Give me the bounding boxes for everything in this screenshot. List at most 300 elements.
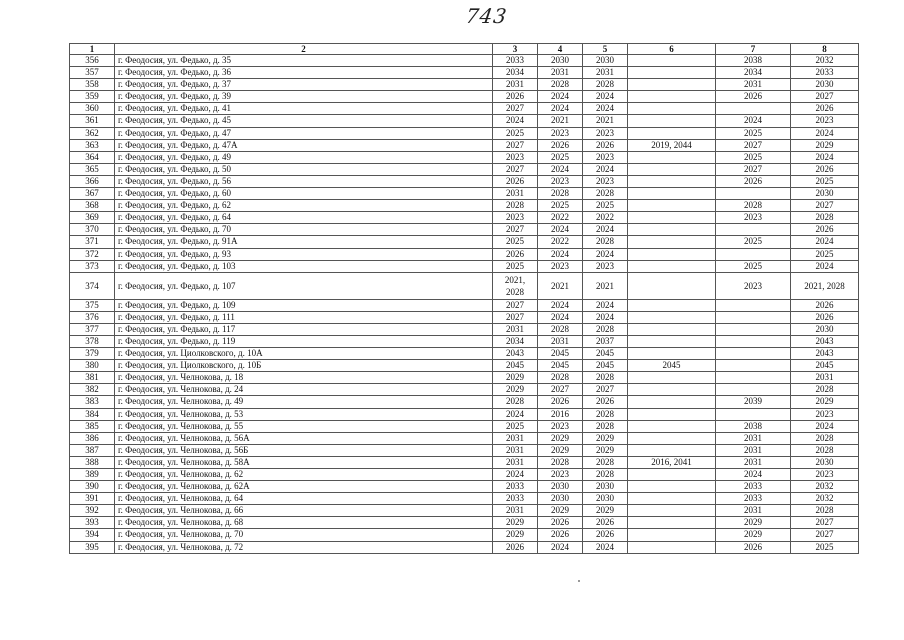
table-row [70, 493, 859, 505]
cell-col-7: 2039 [716, 396, 791, 408]
cell-col-8: 2027 [791, 91, 859, 103]
cell-col-3: 2025 [493, 260, 538, 272]
cell-col-7: 2031 [716, 444, 791, 456]
table-row [70, 505, 859, 517]
cell-col-6 [628, 272, 716, 299]
cell-col-5: 2029 [583, 505, 628, 517]
cell-col-8: 2024 [791, 127, 859, 139]
cell-col-5: 2023 [583, 260, 628, 272]
cell-col-8: 2028 [791, 384, 859, 396]
cell-col-5: 2028 [583, 188, 628, 200]
cell-col-4: 2024 [538, 299, 583, 311]
cell-col-7: 2023 [716, 272, 791, 299]
cell-address: г. Феодосия, ул. Челнокова, д. 24 [115, 384, 493, 396]
cell-col-5: 2030 [583, 493, 628, 505]
scan-speck [578, 580, 580, 582]
cell-col-7: 2025 [716, 127, 791, 139]
cell-col-8: 2030 [791, 79, 859, 91]
cell-address: г. Феодосия, ул. Федько, д. 36 [115, 67, 493, 79]
cell-col-3: 2029 [493, 372, 538, 384]
cell-address: г. Феодосия, ул. Циолковского, д. 10Б [115, 360, 493, 372]
cell-col-3: 2027 [493, 163, 538, 175]
table-row [70, 372, 859, 384]
cell-row-number: 395 [70, 541, 115, 553]
cell-col-4: 2031 [538, 335, 583, 347]
cell-col-5: 2024 [583, 103, 628, 115]
cell-col-5: 2028 [583, 372, 628, 384]
cell-col-3: 2029 [493, 384, 538, 396]
cell-col-7 [716, 360, 791, 372]
cell-address: г. Феодосия, ул. Челнокова, д. 49 [115, 396, 493, 408]
cell-row-number: 389 [70, 469, 115, 481]
table-row [70, 384, 859, 396]
cell-address: г. Феодосия, ул. Циолковского, д. 10А [115, 348, 493, 360]
table-row [70, 311, 859, 323]
cell-col-4: 2030 [538, 55, 583, 67]
cell-row-number: 388 [70, 456, 115, 468]
cell-col-3: 2028 [493, 396, 538, 408]
cell-col-7 [716, 299, 791, 311]
cell-col-4: 2031 [538, 67, 583, 79]
cell-address: г. Феодосия, ул. Федько, д. 70 [115, 224, 493, 236]
cell-col-8: 2025 [791, 248, 859, 260]
cell-col-4: 2021 [538, 115, 583, 127]
cell-col-8: 2025 [791, 175, 859, 187]
table-row [70, 517, 859, 529]
cell-address: г. Феодосия, ул. Челнокова, д. 62А [115, 481, 493, 493]
cell-address: г. Феодосия, ул. Федько, д. 103 [115, 260, 493, 272]
cell-row-number: 374 [70, 272, 115, 299]
cell-row-number: 357 [70, 67, 115, 79]
table-row [70, 260, 859, 272]
cell-col-6 [628, 505, 716, 517]
cell-col-6 [628, 115, 716, 127]
cell-col-5: 2028 [583, 79, 628, 91]
cell-col-7 [716, 103, 791, 115]
cell-col-4: 2028 [538, 456, 583, 468]
cell-col-4: 2028 [538, 323, 583, 335]
cell-row-number: 361 [70, 115, 115, 127]
cell-col-4: 2026 [538, 139, 583, 151]
table-row [70, 175, 859, 187]
cell-col-6: 2045 [628, 360, 716, 372]
cell-col-3: 2034 [493, 67, 538, 79]
cell-row-number: 375 [70, 299, 115, 311]
cell-address: г. Феодосия, ул. Федько, д. 64 [115, 212, 493, 224]
cell-col-7: 2031 [716, 432, 791, 444]
cell-col-3: 2033 [493, 481, 538, 493]
cell-col-7: 2024 [716, 469, 791, 481]
table-row [70, 481, 859, 493]
cell-row-number: 369 [70, 212, 115, 224]
cell-col-4: 2024 [538, 248, 583, 260]
cell-col-7 [716, 335, 791, 347]
cell-col-7: 2025 [716, 151, 791, 163]
cell-address: г. Феодосия, ул. Челнокова, д. 56А [115, 432, 493, 444]
cell-col-6 [628, 236, 716, 248]
cell-col-8: 2028 [791, 432, 859, 444]
cell-col-5: 2029 [583, 432, 628, 444]
cell-col-4: 2027 [538, 384, 583, 396]
cell-col-3: 2031 [493, 456, 538, 468]
cell-address: г. Феодосия, ул. Челнокова, д. 55 [115, 420, 493, 432]
cell-col-6: 2016, 2041 [628, 456, 716, 468]
cell-col-5: 2024 [583, 299, 628, 311]
header-cell: 3 [493, 44, 538, 55]
cell-col-8: 2023 [791, 115, 859, 127]
cell-col-8: 2027 [791, 529, 859, 541]
cell-row-number: 384 [70, 408, 115, 420]
cell-col-5: 2024 [583, 91, 628, 103]
cell-col-8: 2025 [791, 541, 859, 553]
cell-col-5: 2030 [583, 481, 628, 493]
cell-col-3: 2031 [493, 188, 538, 200]
cell-row-number: 385 [70, 420, 115, 432]
cell-col-6 [628, 127, 716, 139]
cell-row-number: 391 [70, 493, 115, 505]
cell-col-8: 2028 [791, 444, 859, 456]
cell-col-4: 2028 [538, 188, 583, 200]
table-row [70, 139, 859, 151]
cell-col-5: 2028 [583, 420, 628, 432]
cell-col-8: 2032 [791, 55, 859, 67]
table-row [70, 55, 859, 67]
table-row [70, 396, 859, 408]
cell-col-6 [628, 212, 716, 224]
cell-row-number: 383 [70, 396, 115, 408]
cell-col-7: 2031 [716, 79, 791, 91]
table-row [70, 360, 859, 372]
cell-col-4: 2025 [538, 151, 583, 163]
cell-col-6 [628, 55, 716, 67]
cell-col-6 [628, 432, 716, 444]
cell-col-4: 2023 [538, 127, 583, 139]
cell-col-3: 2025 [493, 420, 538, 432]
cell-col-8: 2045 [791, 360, 859, 372]
cell-col-6 [628, 372, 716, 384]
cell-col-3: 2025 [493, 236, 538, 248]
cell-col-6 [628, 335, 716, 347]
cell-row-number: 372 [70, 248, 115, 260]
cell-col-3: 2028 [493, 200, 538, 212]
cell-col-8: 2031 [791, 372, 859, 384]
cell-row-number: 368 [70, 200, 115, 212]
cell-col-4: 2026 [538, 529, 583, 541]
cell-col-6 [628, 311, 716, 323]
cell-col-8: 2026 [791, 311, 859, 323]
cell-address: г. Феодосия, ул. Челнокова, д. 66 [115, 505, 493, 517]
table-row [70, 163, 859, 175]
cell-col-3: 2043 [493, 348, 538, 360]
cell-col-8: 2027 [791, 517, 859, 529]
cell-col-8: 2026 [791, 103, 859, 115]
cell-col-4: 2023 [538, 469, 583, 481]
table-row [70, 236, 859, 248]
cell-col-4: 2024 [538, 91, 583, 103]
cell-col-3: 2031 [493, 444, 538, 456]
cell-address: г. Феодосия, ул. Федько, д. 49 [115, 151, 493, 163]
cell-col-7: 2029 [716, 517, 791, 529]
cell-col-7 [716, 224, 791, 236]
cell-col-4: 2024 [538, 224, 583, 236]
cell-col-5: 2025 [583, 200, 628, 212]
cell-address: г. Феодосия, ул. Федько, д. 62 [115, 200, 493, 212]
cell-col-7: 2038 [716, 420, 791, 432]
cell-address: г. Феодосия, ул. Федько, д. 93 [115, 248, 493, 260]
cell-address: г. Феодосия, ул. Федько, д. 117 [115, 323, 493, 335]
cell-col-3: 2023 [493, 212, 538, 224]
cell-address: г. Феодосия, ул. Федько, д. 111 [115, 311, 493, 323]
cell-col-8: 2043 [791, 348, 859, 360]
cell-col-4: 2045 [538, 348, 583, 360]
cell-row-number: 376 [70, 311, 115, 323]
cell-col-3: 2027 [493, 224, 538, 236]
cell-row-number: 380 [70, 360, 115, 372]
cell-col-8: 2043 [791, 335, 859, 347]
cell-col-6 [628, 481, 716, 493]
cell-col-5: 2024 [583, 311, 628, 323]
page-number: 743 [464, 4, 509, 28]
cell-address: г. Феодосия, ул. Федько, д. 91А [115, 236, 493, 248]
cell-row-number: 362 [70, 127, 115, 139]
cell-col-5: 2023 [583, 151, 628, 163]
table-row [70, 456, 859, 468]
cell-col-5: 2028 [583, 323, 628, 335]
table-row [70, 248, 859, 260]
cell-col-6 [628, 175, 716, 187]
cell-col-3: 2026 [493, 91, 538, 103]
cell-address: г. Феодосия, ул. Федько, д. 47 [115, 127, 493, 139]
cell-col-6 [628, 517, 716, 529]
cell-col-3: 2026 [493, 175, 538, 187]
cell-col-4: 2023 [538, 420, 583, 432]
cell-col-6 [628, 529, 716, 541]
cell-col-8: 2024 [791, 236, 859, 248]
header-cell: 2 [115, 44, 493, 55]
table-row [70, 67, 859, 79]
cell-col-3: 2025 [493, 127, 538, 139]
cell-col-5: 2024 [583, 248, 628, 260]
cell-col-7: 2028 [716, 200, 791, 212]
cell-col-6 [628, 79, 716, 91]
cell-col-5: 2037 [583, 335, 628, 347]
cell-col-7: 2038 [716, 55, 791, 67]
header-cell: 4 [538, 44, 583, 55]
cell-col-6 [628, 200, 716, 212]
table-row [70, 272, 859, 299]
cell-col-7: 2033 [716, 481, 791, 493]
cell-row-number: 370 [70, 224, 115, 236]
cell-col-8: 2026 [791, 224, 859, 236]
cell-col-8: 2021, 2028 [791, 272, 859, 299]
cell-col-7 [716, 311, 791, 323]
cell-col-6 [628, 188, 716, 200]
data-table [69, 43, 859, 554]
cell-col-3: 2029 [493, 529, 538, 541]
cell-col-8: 2023 [791, 408, 859, 420]
header-cell: 6 [628, 44, 716, 55]
cell-col-3: 2021, 2028 [493, 272, 538, 299]
table-row [70, 79, 859, 91]
cell-col-6 [628, 348, 716, 360]
cell-col-7 [716, 323, 791, 335]
header-cell: 8 [791, 44, 859, 55]
cell-col-4: 2045 [538, 360, 583, 372]
cell-col-4: 2021 [538, 272, 583, 299]
cell-col-3: 2033 [493, 493, 538, 505]
cell-col-6 [628, 151, 716, 163]
cell-col-4: 2029 [538, 432, 583, 444]
table-row [70, 335, 859, 347]
cell-col-6 [628, 299, 716, 311]
cell-col-6 [628, 163, 716, 175]
cell-address: г. Феодосия, ул. Челнокова, д. 70 [115, 529, 493, 541]
cell-col-6 [628, 67, 716, 79]
table-row [70, 151, 859, 163]
cell-row-number: 379 [70, 348, 115, 360]
cell-address: г. Феодосия, ул. Федько, д. 47А [115, 139, 493, 151]
cell-col-5: 2028 [583, 456, 628, 468]
cell-col-7: 2023 [716, 212, 791, 224]
cell-row-number: 381 [70, 372, 115, 384]
cell-address: г. Феодосия, ул. Федько, д. 50 [115, 163, 493, 175]
cell-col-5: 2030 [583, 55, 628, 67]
cell-col-7: 2031 [716, 505, 791, 517]
cell-col-3: 2024 [493, 115, 538, 127]
cell-col-4: 2024 [538, 311, 583, 323]
cell-col-4: 2025 [538, 200, 583, 212]
cell-col-6 [628, 469, 716, 481]
cell-col-7: 2025 [716, 260, 791, 272]
cell-col-7: 2026 [716, 541, 791, 553]
table-row [70, 432, 859, 444]
cell-col-5: 2021 [583, 115, 628, 127]
cell-address: г. Феодосия, ул. Челнокова, д. 72 [115, 541, 493, 553]
cell-col-8: 2028 [791, 212, 859, 224]
cell-row-number: 387 [70, 444, 115, 456]
cell-address: г. Феодосия, ул. Федько, д. 60 [115, 188, 493, 200]
cell-col-5: 2028 [583, 469, 628, 481]
header-cell: 5 [583, 44, 628, 55]
cell-col-3: 2027 [493, 103, 538, 115]
cell-col-6 [628, 493, 716, 505]
cell-row-number: 364 [70, 151, 115, 163]
cell-address: г. Феодосия, ул. Федько, д. 45 [115, 115, 493, 127]
cell-col-5: 2021 [583, 272, 628, 299]
table-body [70, 55, 859, 554]
table-row [70, 541, 859, 553]
cell-col-5: 2028 [583, 408, 628, 420]
cell-col-4: 2023 [538, 175, 583, 187]
cell-address: г. Феодосия, ул. Федько, д. 119 [115, 335, 493, 347]
cell-col-6 [628, 541, 716, 553]
table-row [70, 299, 859, 311]
cell-col-4: 2029 [538, 505, 583, 517]
cell-col-7: 2026 [716, 91, 791, 103]
cell-col-4: 2024 [538, 163, 583, 175]
cell-col-7 [716, 188, 791, 200]
cell-col-3: 2045 [493, 360, 538, 372]
cell-col-4: 2024 [538, 103, 583, 115]
cell-address: г. Феодосия, ул. Федько, д. 39 [115, 91, 493, 103]
table-row [70, 444, 859, 456]
cell-col-6 [628, 103, 716, 115]
cell-col-7: 2026 [716, 175, 791, 187]
cell-col-7: 2027 [716, 163, 791, 175]
cell-col-4: 2022 [538, 212, 583, 224]
cell-col-4: 2028 [538, 79, 583, 91]
cell-col-5: 2027 [583, 384, 628, 396]
cell-col-7 [716, 248, 791, 260]
table-row [70, 420, 859, 432]
cell-col-6 [628, 420, 716, 432]
cell-address: г. Феодосия, ул. Федько, д. 41 [115, 103, 493, 115]
cell-address: г. Феодосия, ул. Челнокова, д. 68 [115, 517, 493, 529]
cell-col-3: 2024 [493, 408, 538, 420]
cell-address: г. Феодосия, ул. Челнокова, д. 64 [115, 493, 493, 505]
cell-col-8: 2030 [791, 456, 859, 468]
cell-col-4: 2030 [538, 493, 583, 505]
cell-col-3: 2023 [493, 151, 538, 163]
cell-col-3: 2026 [493, 248, 538, 260]
cell-col-8: 2033 [791, 67, 859, 79]
cell-row-number: 392 [70, 505, 115, 517]
cell-col-5: 2045 [583, 360, 628, 372]
cell-col-3: 2031 [493, 505, 538, 517]
cell-col-3: 2029 [493, 517, 538, 529]
table-row [70, 469, 859, 481]
cell-col-3: 2034 [493, 335, 538, 347]
cell-col-7 [716, 408, 791, 420]
cell-col-6 [628, 396, 716, 408]
table-row [70, 115, 859, 127]
cell-col-4: 2026 [538, 396, 583, 408]
cell-col-4: 2029 [538, 444, 583, 456]
cell-col-4: 2023 [538, 260, 583, 272]
cell-col-8: 2032 [791, 493, 859, 505]
cell-row-number: 386 [70, 432, 115, 444]
cell-col-8: 2027 [791, 200, 859, 212]
cell-address: г. Феодосия, ул. Федько, д. 35 [115, 55, 493, 67]
cell-col-7: 2027 [716, 139, 791, 151]
cell-col-8: 2023 [791, 469, 859, 481]
table-row [70, 323, 859, 335]
cell-col-7: 2029 [716, 529, 791, 541]
cell-col-5: 2026 [583, 396, 628, 408]
cell-col-8: 2029 [791, 396, 859, 408]
cell-row-number: 358 [70, 79, 115, 91]
cell-col-5: 2028 [583, 236, 628, 248]
cell-row-number: 367 [70, 188, 115, 200]
cell-col-5: 2026 [583, 529, 628, 541]
cell-row-number: 382 [70, 384, 115, 396]
cell-col-4: 2022 [538, 236, 583, 248]
cell-address: г. Феодосия, ул. Челнокова, д. 56Б [115, 444, 493, 456]
header-cell: 7 [716, 44, 791, 55]
cell-col-8: 2029 [791, 139, 859, 151]
cell-col-8: 2026 [791, 163, 859, 175]
cell-col-6 [628, 384, 716, 396]
cell-address: г. Феодосия, ул. Челнокова, д. 58А [115, 456, 493, 468]
cell-col-3: 2033 [493, 55, 538, 67]
cell-col-3: 2026 [493, 541, 538, 553]
cell-col-7 [716, 348, 791, 360]
cell-col-7: 2025 [716, 236, 791, 248]
cell-col-3: 2027 [493, 311, 538, 323]
table-row [70, 529, 859, 541]
cell-col-8: 2026 [791, 299, 859, 311]
cell-address: г. Феодосия, ул. Федько, д. 107 [115, 272, 493, 299]
